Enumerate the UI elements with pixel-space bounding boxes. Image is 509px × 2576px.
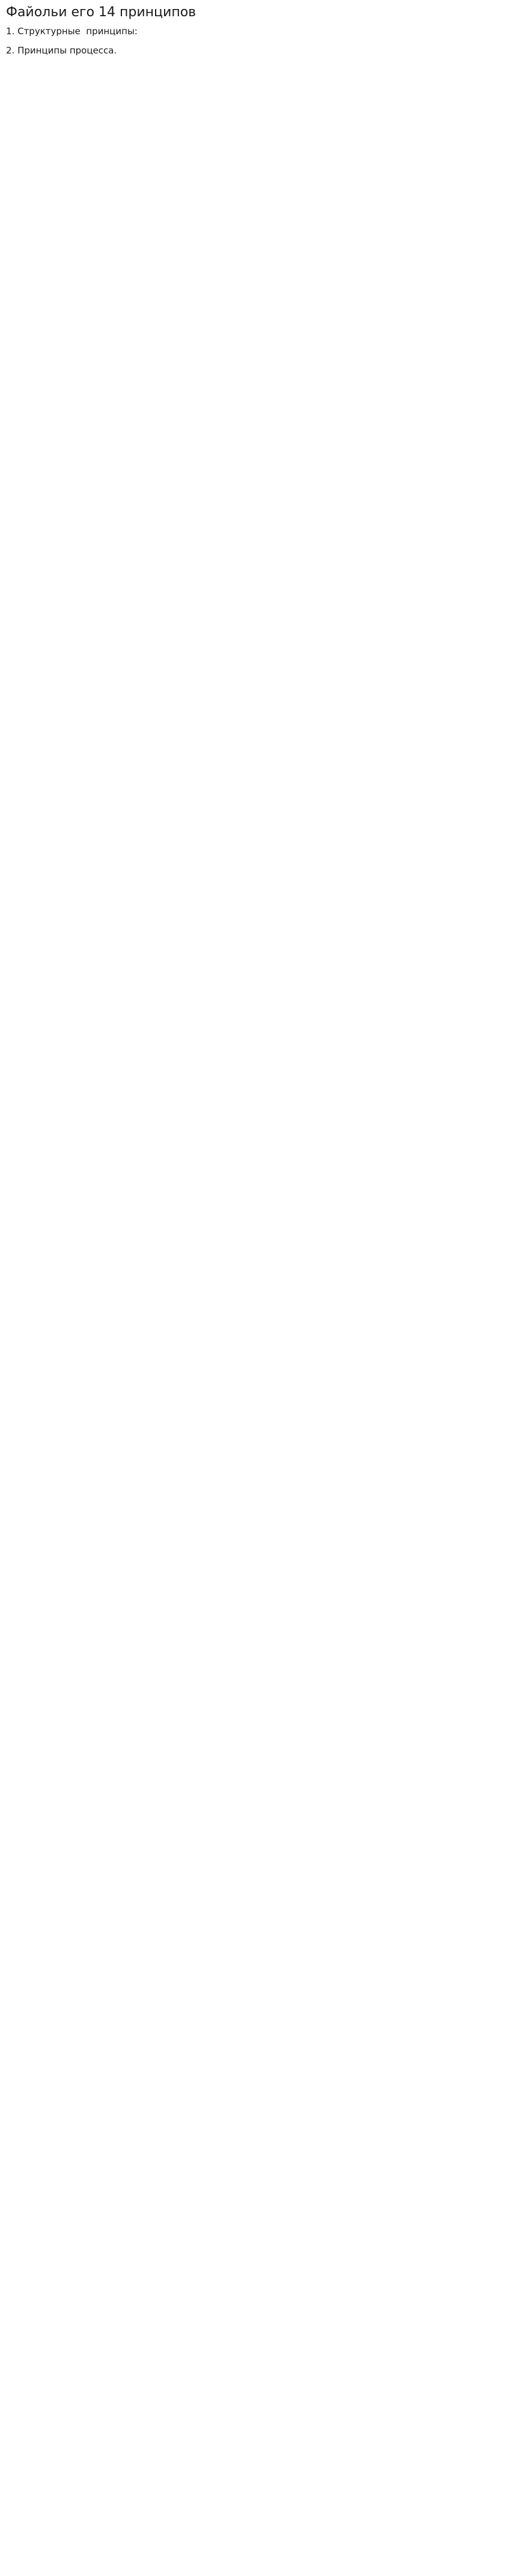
section-gap xyxy=(6,129,491,143)
section-gap xyxy=(6,64,491,78)
section-gap xyxy=(6,85,491,100)
paragraph: 2. Принципы процесса. xyxy=(6,44,117,56)
section-gap xyxy=(6,107,491,121)
document-body xyxy=(6,26,491,143)
paragraph: 1. Структурные принципы: xyxy=(6,26,138,37)
document xyxy=(0,0,497,156)
page-title: Файольи его 14 принципов xyxy=(6,5,197,20)
